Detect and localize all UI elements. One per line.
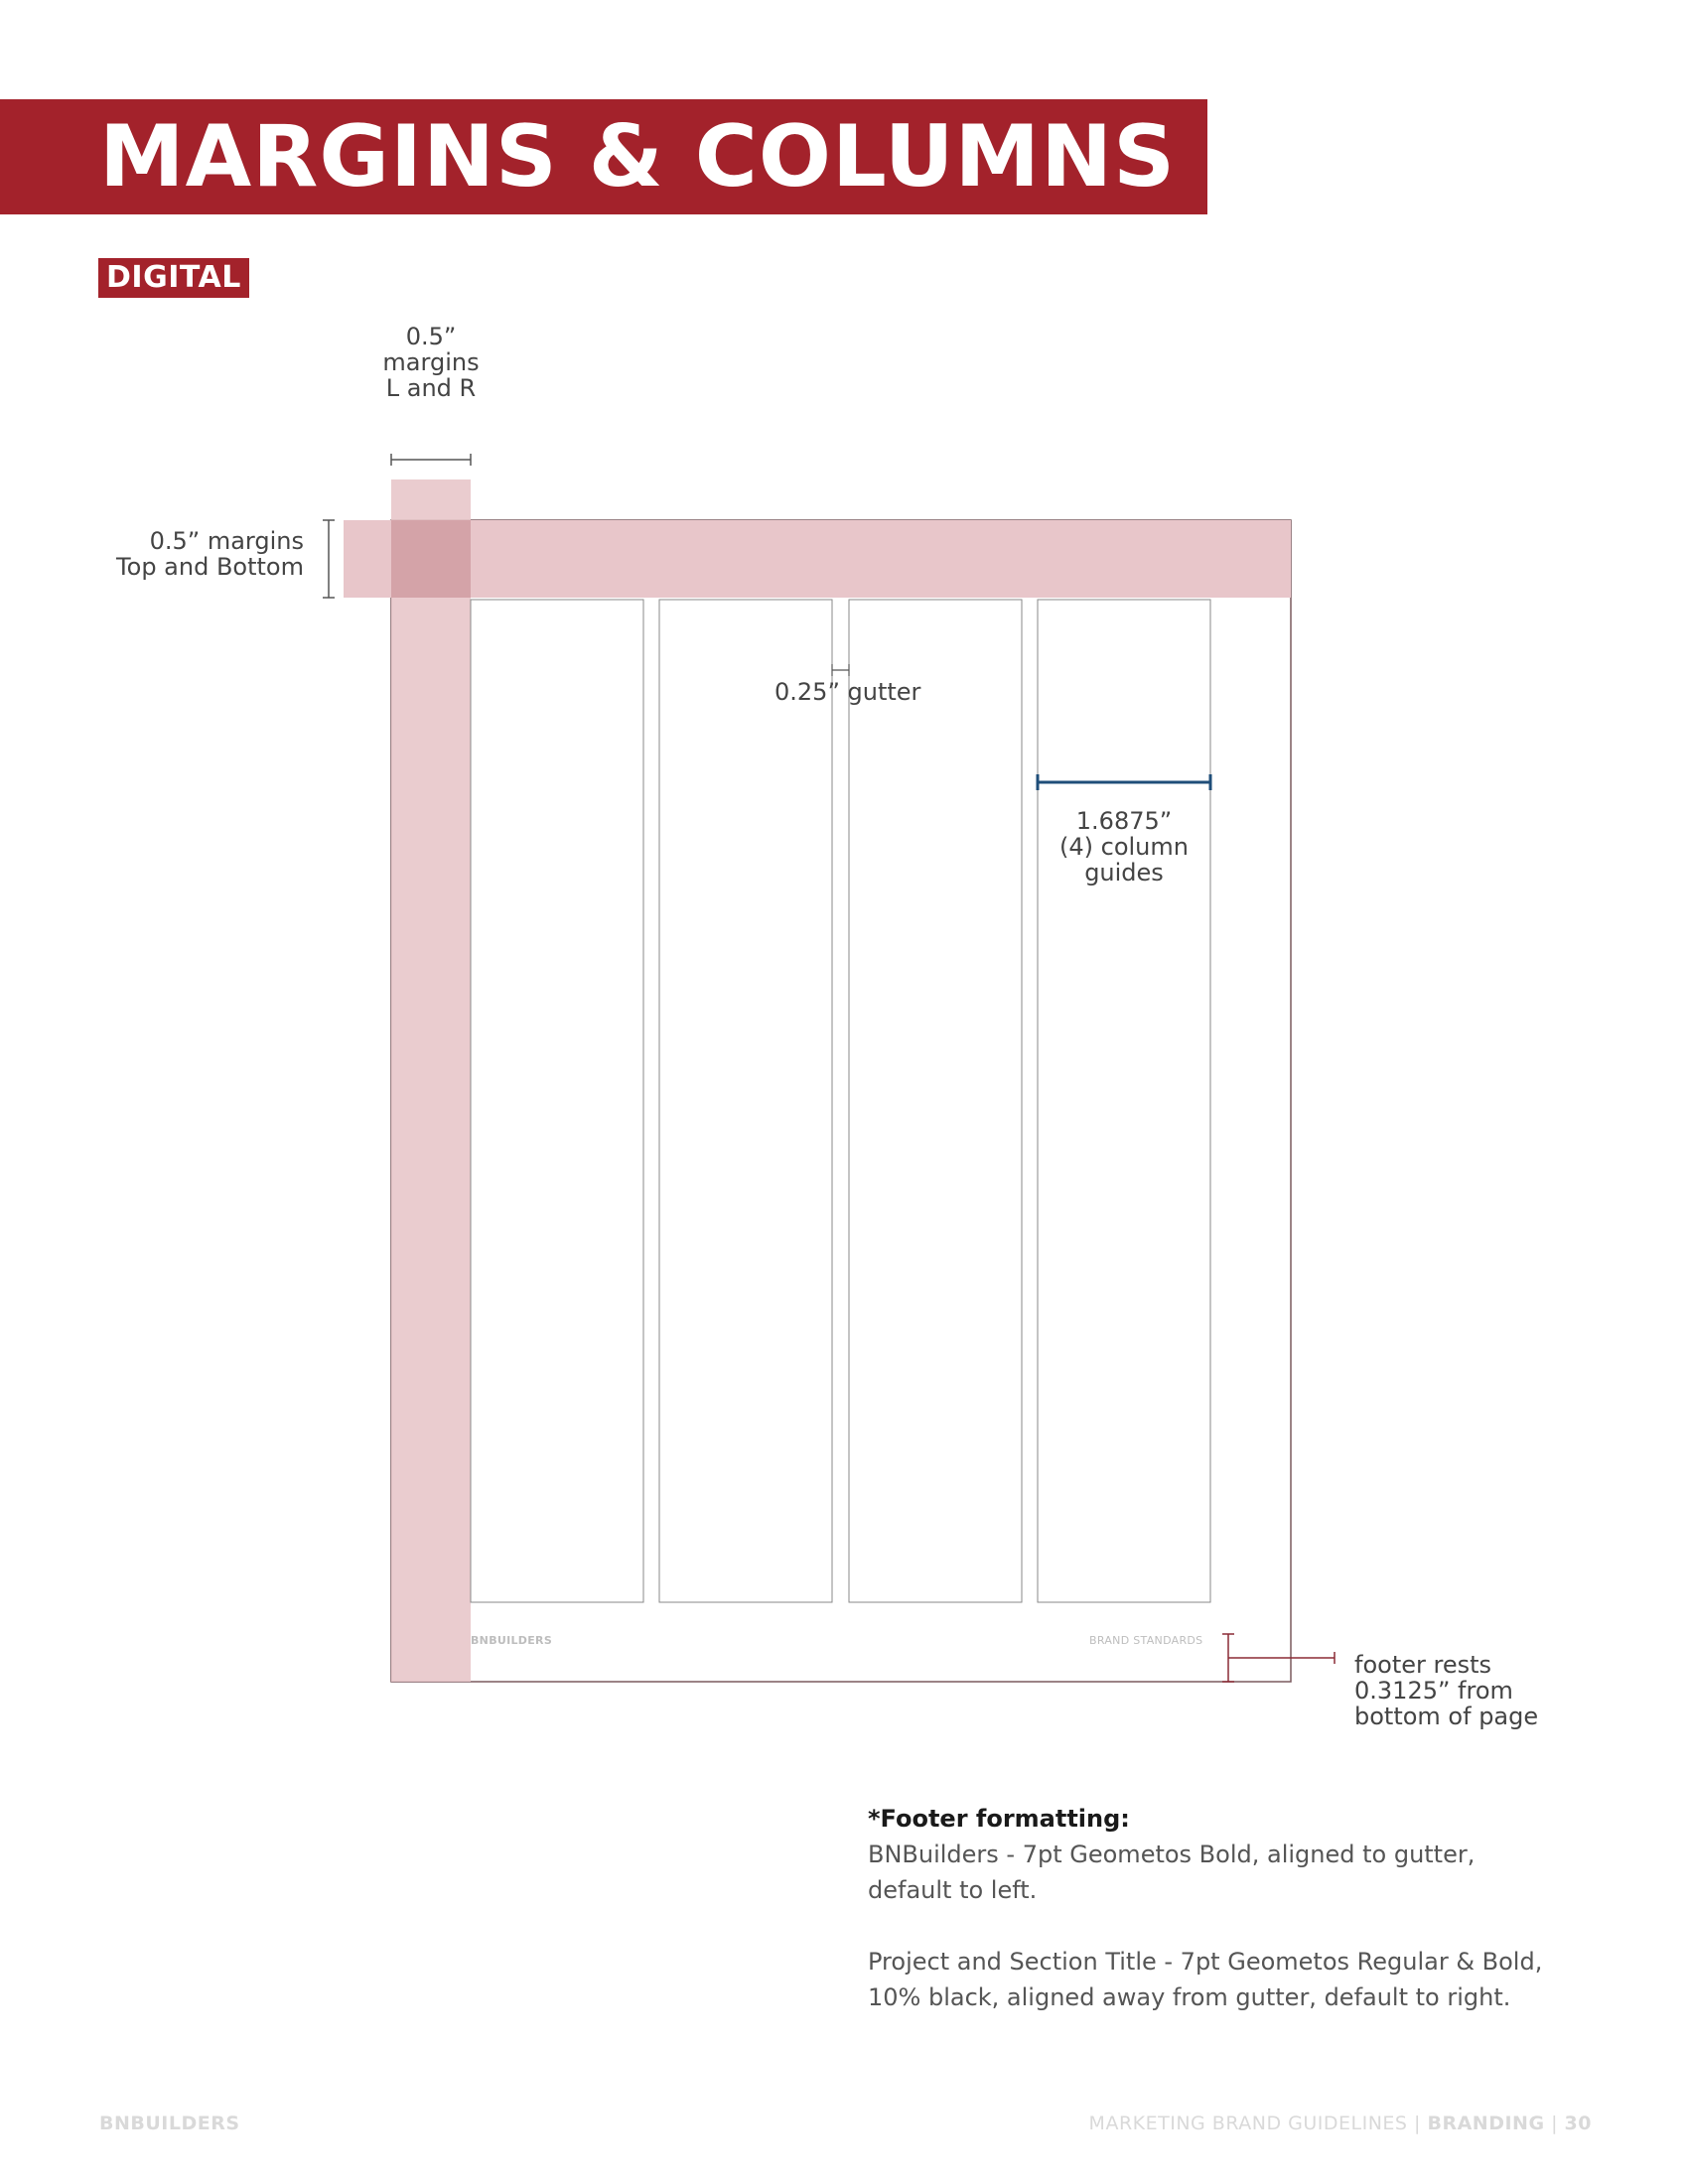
footer-formatting-notes	[868, 1801, 1563, 2015]
footer-separator: |	[1551, 2113, 1558, 2134]
gutter-dimension	[832, 664, 849, 676]
margin-overlap	[391, 520, 471, 598]
column-width-dimension	[1038, 774, 1210, 790]
column-guide-1	[471, 600, 643, 1602]
tb-margin-dimension	[323, 520, 335, 598]
column-guide-4	[1038, 600, 1210, 1602]
diagram-footer-left: BNBUILDERS	[471, 1634, 553, 1647]
footer-section: BRANDING	[1427, 2113, 1545, 2134]
notes-heading: *Footer formatting:	[868, 1805, 1130, 1833]
notes-line-3: Project and Section Title - 7pt Geometos Regular & Bold,	[868, 1948, 1543, 1976]
page-footer-brand: BNBUILDERS	[99, 2113, 240, 2134]
left-margin-band	[391, 479, 471, 1682]
page-number: 30	[1564, 2113, 1592, 2134]
gutter-label: 0.25” gutter	[774, 678, 921, 706]
lr-margin-label: 0.5” margins L and R	[382, 323, 480, 402]
column-guide-2	[659, 600, 832, 1602]
notes-line-2: default to left.	[868, 1876, 1038, 1904]
section-tag: DIGITAL	[98, 258, 249, 298]
notes-line-1: BNBuilders - 7pt Geometos Bold, aligned to gutter,	[868, 1841, 1476, 1868]
column-guides-label: 1.6875” (4) column guides	[1059, 807, 1189, 887]
column-guide-3	[849, 600, 1022, 1602]
footer-separator: |	[1414, 2113, 1421, 2134]
page-footer-info	[1089, 2113, 1592, 2134]
top-margin-band	[344, 520, 1291, 598]
diagram-footer-right: BRAND STANDARDS	[1089, 1634, 1203, 1647]
lr-margin-dimension	[391, 454, 471, 466]
tb-margin-label: 0.5” margins Top and Bottom	[116, 527, 304, 581]
footer-doc-title: MARKETING BRAND GUIDELINES	[1088, 2113, 1408, 2134]
footer-dimension	[1222, 1634, 1335, 1682]
notes-line-4: 10% black, aligned away from gutter, default to right.	[868, 1983, 1511, 2011]
page-title: MARGINS & COLUMNS	[99, 107, 1177, 206]
footer-rests-label: footer rests 0.3125” from bottom of page	[1354, 1651, 1539, 1730]
